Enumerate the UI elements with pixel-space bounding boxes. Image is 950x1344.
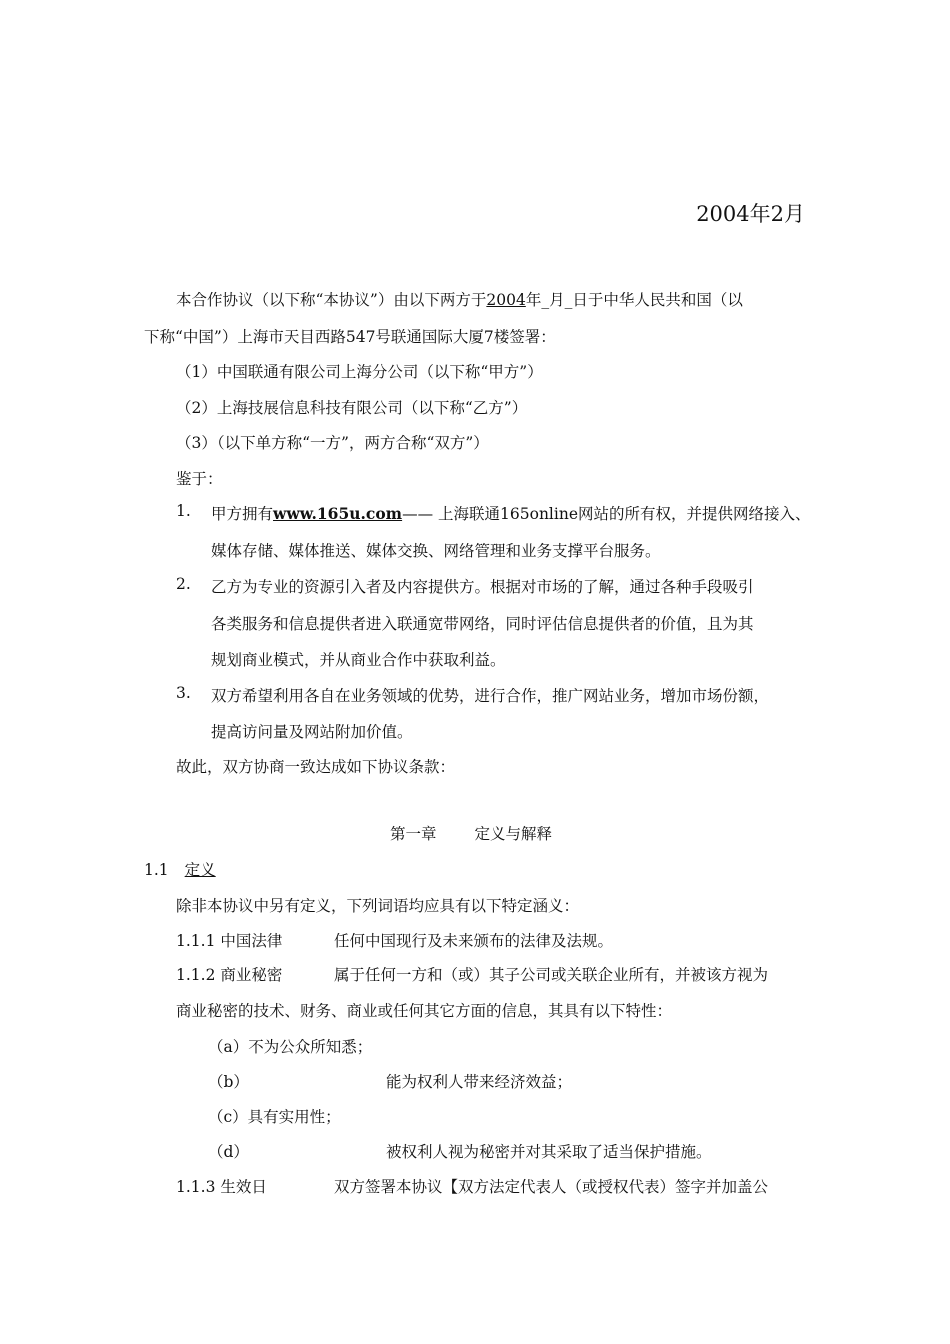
def-2-term: 1.1.2 商业秘密 [176,966,283,984]
chapter-heading [390,822,552,844]
item-3-number: 3. [176,684,191,702]
trait-d-text: 被权利人视为秘密并对其采取了适当保护措施。 [386,1143,712,1161]
chapter-title: 定义与解释 [474,825,553,843]
website-link[interactable]: www.165u.com [273,504,403,523]
def-2-line2: 商业秘密的技术、财务、商业或任何其它方面的信息，其具有以下特性： [176,1002,673,1020]
trait-d-label: （d） [208,1143,249,1161]
intro-text-post: 年_月_日于中华人民共和国（以 [525,291,743,309]
item-1-pre: 甲方拥有 [211,505,274,523]
item-2-line1: 乙方为专业的资源引入者及内容提供方。根据对市场的了解，通过各种手段吸引 [211,578,754,596]
intro-paragraph-line2: 下称“中国”）上海市天目西路547号联通国际大厦7楼签署： [144,328,556,346]
item-1-number: 1. [176,502,191,520]
def-1-term: 1.1.1 中国法律 [176,932,283,950]
conclusion: 故此，双方协商一致达成如下协议条款： [176,758,456,776]
item-2-line3: 规划商业模式，并从商业合作中获取利益。 [211,651,506,669]
item-1-line1 [211,502,811,524]
section-number: 1.1 [144,861,169,879]
trait-c: （c）具有实用性； [208,1108,341,1126]
section-intro: 除非本协议中另有定义，下列词语均应具有以下特定涵义： [176,897,580,915]
item-3-line1: 双方希望利用各自在业务领域的优势，进行合作，推广网站业务，增加市场份额， [211,687,770,705]
def-3-desc: 双方签署本协议【双方法定代表人（或授权代表）签字并加盖公 [334,1178,769,1196]
def-3-term: 1.1.3 生效日 [176,1178,267,1196]
item-1-line2: 媒体存储、媒体推送、媒体交换、网络管理和业务支撑平台服务。 [211,542,661,560]
item-1-post: —— 上海联通165online网站的所有权，并提供网络接入、 [402,505,811,523]
chapter-number: 第一章 [390,825,437,843]
item-2-number: 2. [176,575,191,593]
party-3: （3）（以下单方称“一方”，两方合称“双方”） [176,434,489,452]
document-date: 2004年2月 [696,202,805,226]
section-heading [144,858,216,880]
item-2-line2: 各类服务和信息提供者进入联通宽带网络，同时评估信息提供者的价值，且为其 [211,615,754,633]
party-1: （1）中国联通有限公司上海分公司（以下称“甲方”） [176,363,543,381]
def-2-desc: 属于任何一方和（或）其子公司或关联企业所有，并被该方视为 [334,966,769,984]
section-title: 定义 [184,861,216,879]
def-1-desc: 任何中国现行及未来颁布的法律及法规。 [334,932,614,950]
intro-year: 2004 [486,291,526,309]
intro-text-pre: 本合作协议（以下称“本协议”）由以下两方于 [176,291,487,309]
whereas-heading: 鉴于： [176,470,223,488]
party-2: （2）上海技展信息科技有限公司（以下称“乙方”） [176,399,528,417]
intro-paragraph-line1 [176,288,743,310]
trait-b-label: （b） [208,1073,249,1091]
item-3-line2: 提高访问量及网站附加价值。 [211,723,413,741]
trait-a: （a）不为公众所知悉； [208,1038,373,1056]
trait-b-text: 能为权利人带来经济效益； [386,1073,573,1091]
